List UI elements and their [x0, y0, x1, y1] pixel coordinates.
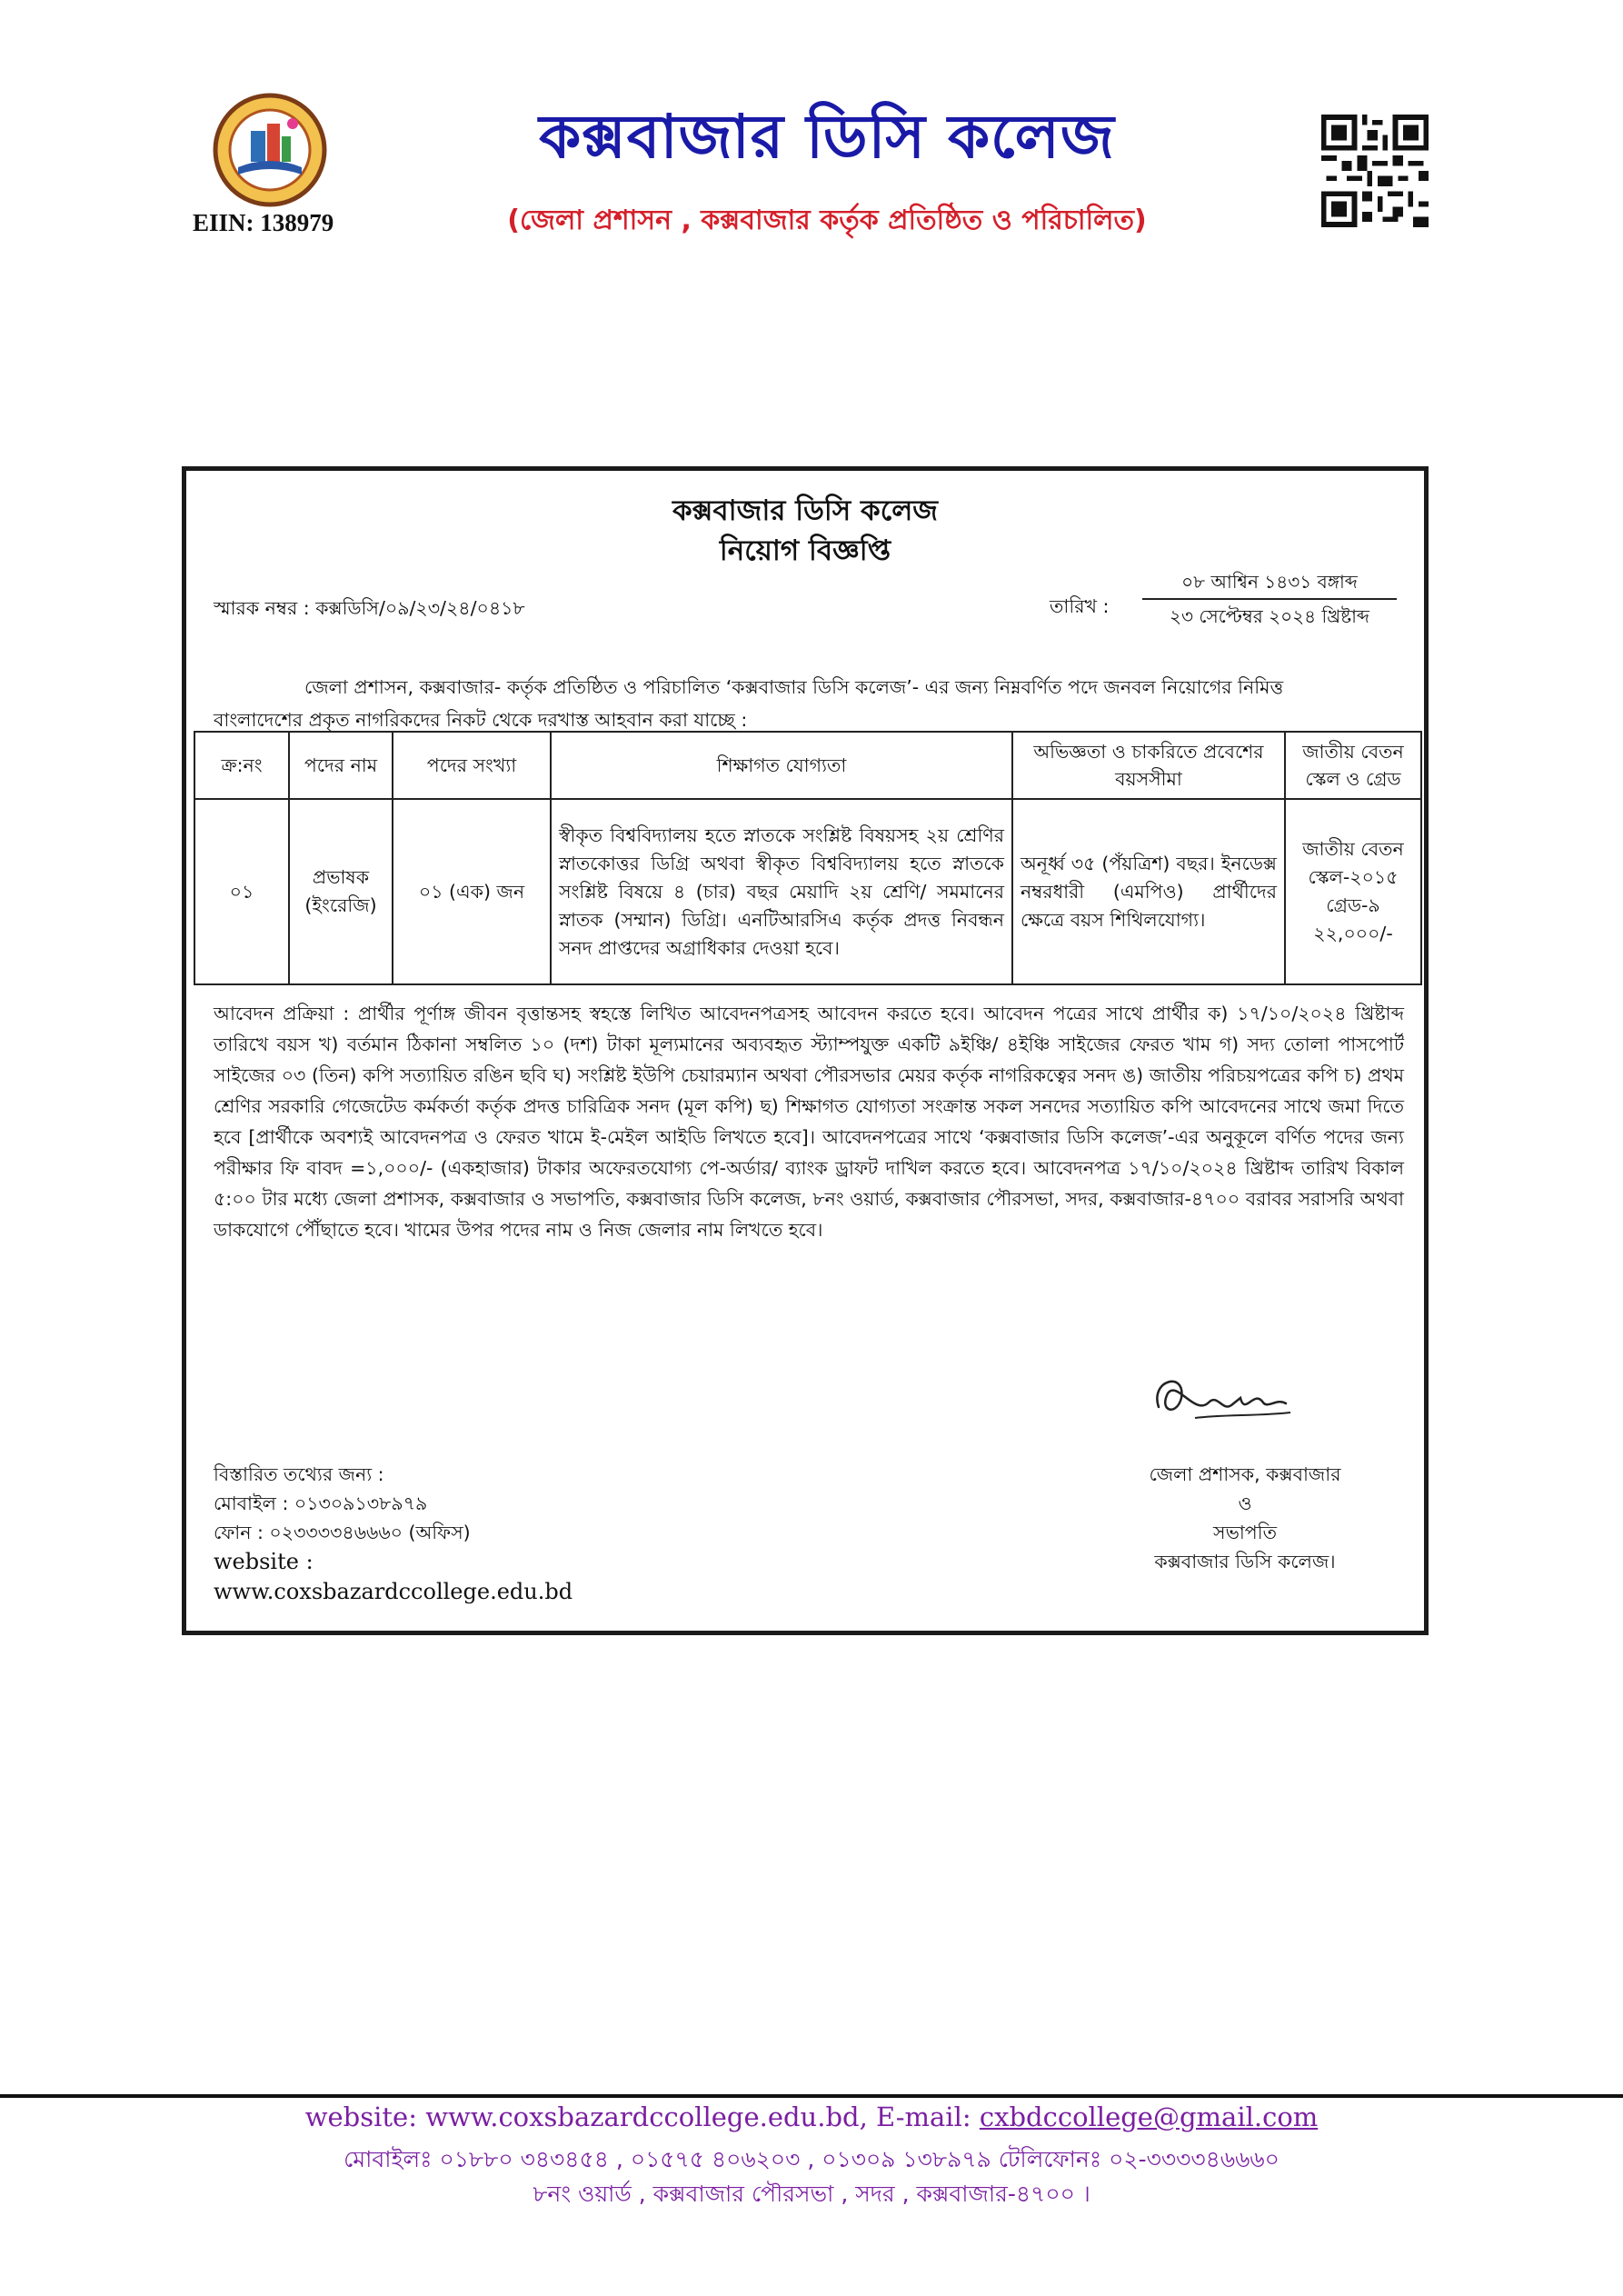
authority-line-1: জেলা প্রশাসক, কক্সবাজার [1149, 1463, 1341, 1485]
cell-serial: ০১ [194, 799, 289, 984]
col-serial: ক্র:নং [194, 732, 289, 799]
cell-pay-scale [1285, 799, 1421, 984]
contact-website-label: website : [214, 1549, 314, 1574]
qr-code-icon [1321, 115, 1429, 227]
table-row [194, 799, 1421, 984]
table-header-row [194, 732, 1421, 799]
intro-line-2: বাংলাদেশের প্রকৃত নাগরিকদের নিকট থেকে দরখাস্ত আহবান করা যাচ্ছে : [214, 709, 748, 731]
vacancy-table [194, 731, 1422, 985]
recruitment-notice [182, 466, 1429, 1635]
cell-qualification: স্বীকৃত বিশ্ববিদ্যালয় হতে স্নাতকে সংশ্লিষ্ট বিষয়সহ ২য় শ্রেণির স্নাতকোত্তর ডিগ্রি অথবা স্বীকৃত বিশ্ববিদ্যালয় হতে স্নাতকে সংশ্লিষ্ট বিষয়ে ৪ (চার) বছর মেয়াদি ২য় শ্রেণি/ সমমানের স্নাতক (সম্মান) ডিগ্রি। এনটিআরসিএ কর্তৃক প্রদত্ত নিবন্ধন সনদ প্রাপ্তদের অগ্রাধিকার দেওয়া হবে। [551, 799, 1012, 984]
col-qualification: শিক্ষাগত যোগ্যতা [551, 732, 1012, 799]
pay-scale-line-3: গ্রেড-৯ [1326, 894, 1380, 916]
contact-mobile: মোবাইল : ০১৩০৯১৩৮৯৭৯ [214, 1492, 428, 1514]
footer-website: website: www.coxsbazardccollege.edu.bd, E-mail: [304, 2101, 980, 2132]
footer-website-email [0, 2101, 1623, 2132]
footer-email-link[interactable]: cxbdccollege@gmail.com [979, 2101, 1319, 2132]
cell-count: ০১ (এক) জন [393, 799, 551, 984]
footer-address: ৮নং ওয়ার্ড , কক্সবাজার পৌরসভা , সদর , কক্সবাজার-৪৭০০ । [533, 2181, 1090, 2207]
col-count: পদের সংখ্যা [393, 732, 551, 799]
contact-title: বিস্তারিত তথ্যের জন্য : [214, 1463, 384, 1485]
authority-block [1086, 1460, 1404, 1576]
contact-phone: ফোন : ০২৩৩৩৩৪৬৬৬০ (অফিস) [214, 1522, 471, 1543]
authority-line-3: সভাপতি [1213, 1522, 1277, 1543]
contact-website: www.coxsbazardccollege.edu.bd [214, 1579, 573, 1604]
date-label: তারিখ : [1050, 595, 1110, 617]
date-block [1142, 567, 1397, 631]
contact-block [214, 1460, 573, 1607]
college-subtitle: (জেলা প্রশাসন , কক্সবাজার কর্তৃক প্রতিষ্ঠিত ও পরিচালিত) [507, 205, 1147, 236]
intro-line-1: জেলা প্রশাসন, কক্সবাজার- কর্তৃক প্রতিষ্ঠিত ও পরিচালিত ‘কক্সবাজার ডিসি কলেজ’- এর জন্য নিম্নবর্ণিত পদে জনবল নিয়োগের নিমিত্ত [304, 676, 1284, 698]
intro-paragraph [214, 671, 1399, 736]
memo-number: স্মারক নম্বর : কক্সডিসি/০৯/২৩/২৪/০৪১৮ [214, 597, 525, 619]
cell-post: প্রভাষক (ইংরেজি) [289, 799, 393, 984]
pay-scale-line-4: ২২,০০০/- [1313, 923, 1393, 944]
pay-scale-line-2: স্কেল-২০১৫ [1308, 866, 1399, 888]
notice-heading: নিয়োগ বিজ্ঞপ্তি [719, 534, 891, 567]
authority-line-2: ও [1238, 1492, 1252, 1514]
col-pay-scale: জাতীয় বেতন স্কেল ও গ্রেড [1285, 732, 1421, 799]
eiin-number: EIIN: 138979 [193, 209, 334, 236]
authority-line-4: কক্সবাজার ডিসি কলেজ। [1154, 1551, 1336, 1572]
college-logo-icon [211, 91, 329, 209]
col-post: পদের নাম [289, 732, 393, 799]
pay-scale-line-1: জাতীয় বেতন [1302, 838, 1404, 860]
date-bangla: ০৮ আশ্বিন ১৪৩১ বঙ্গাব্দ [1181, 571, 1358, 593]
footer-phones: মোবাইলঃ ০১৮৮০ ৩৪৩৪৫৪ , ০১৫৭৫ ৪০৬২০৩ , ০১৩০৯ ১৩৮৯৭৯ টেলিফোনঃ ০২-৩৩৩৩৪৬৬৬০ [344, 2146, 1279, 2172]
college-title: কক্সবাজার ডিসি কলেজ [539, 102, 1115, 172]
col-age-limit: অভিজ্ঞতা ও চাকরিতে প্রবেশের বয়সসীমা [1012, 732, 1285, 799]
footer-divider [0, 2094, 1623, 2098]
date-english: ২৩ সেপ্টেম্বর ২০২৪ খ্রিষ্টাব্দ [1170, 605, 1369, 627]
date-divider [1142, 598, 1397, 600]
cell-age-limit: অনূর্ধ্ব ৩৫ (পঁয়ত্রিশ) বছর। ইনডেক্স নম্বরধারী (এমপিও) প্রার্থীদের ক্ষেত্রে বয়স শিথিলযোগ্য। [1012, 799, 1285, 984]
handwritten-signature-icon [1140, 1362, 1304, 1434]
application-process: আবেদন প্রক্রিয়া : প্রার্থীর পূর্ণাঙ্গ জীবন বৃত্তান্তসহ স্বহস্তে লিখিত আবেদনপত্রসহ আবেদন করতে হবে। আবেদন পত্রের সাথে প্রার্থীর ক) ১৭/১০/২০২৪ খ্রিষ্টাব্দ তারিখে বয়স খ) বর্তমান ঠিকানা সম্বলিত ১০ (দশ) টাকা মূল্যমানের অব্যবহৃত স্ট্যাম্পযুক্ত একটি ৯ইঞ্চি/ ৪ইঞ্চি সাইজের ফেরত খাম গ) সদ্য তোলা পাসপোর্ট সাইজের ০৩ (তিন) কপি সত্যায়িত রঙিন ছবি ঘ) সংশ্লিষ্ট ইউপি চেয়ারম্যান অথবা পৌরসভার মেয়র কর্তৃক নাগরিকত্বের সনদ ঙ) জাতীয় পরিচয়পত্রের কপি চ) প্রথম শ্রেণির সরকারি গেজেটেড কর্মকর্তা কর্তৃক প্রদত্ত চারিত্রিক সনদ (মূল কপি) ছ) শিক্ষাগত যোগ্যতা সংক্রান্ত সকল সনদের সত্যায়িত কপি আবেদনের সাথে জমা দিতে হবে [প্রার্থীকে অবশ্যই আবেদনপত্র ও ফেরত খামে ই-মেইল আইডি লিখতে হবে]। আবেদনপত্রের সাথে ‘কক্সবাজার ডিসি কলেজ’-এর অনুকূলে বর্ণিত পদের জন্য পরীক্ষার ফি বাবদ =১,০০০/- (একহাজার) টাকার অফেরতযোগ্য পে-অর্ডার/ ব্যাংক ড্রাফট দাখিল করতে হবে। আবেদনপত্র ১৭/১০/২০২৪ খ্রিষ্টাব্দ তারিখ বিকাল ৫:০০ টার মধ্যে জেলা প্রশাসক, কক্সবাজার ও সভাপতি, কক্সবাজার ডিসি কলেজ, ৮নং ওয়ার্ড, কক্সবাজার পৌরসভা, সদর, কক্সবাজার-৪৭০০ বরাবর সরাসরি অথবা ডাকযোগে পৌঁছাতে হবে। খামের উপর পদের নাম ও নিজ জেলার নাম লিখতে হবে। [214, 1003, 1404, 1241]
notice-college-name: কক্সবাজার ডিসি কলেজ [672, 494, 939, 527]
